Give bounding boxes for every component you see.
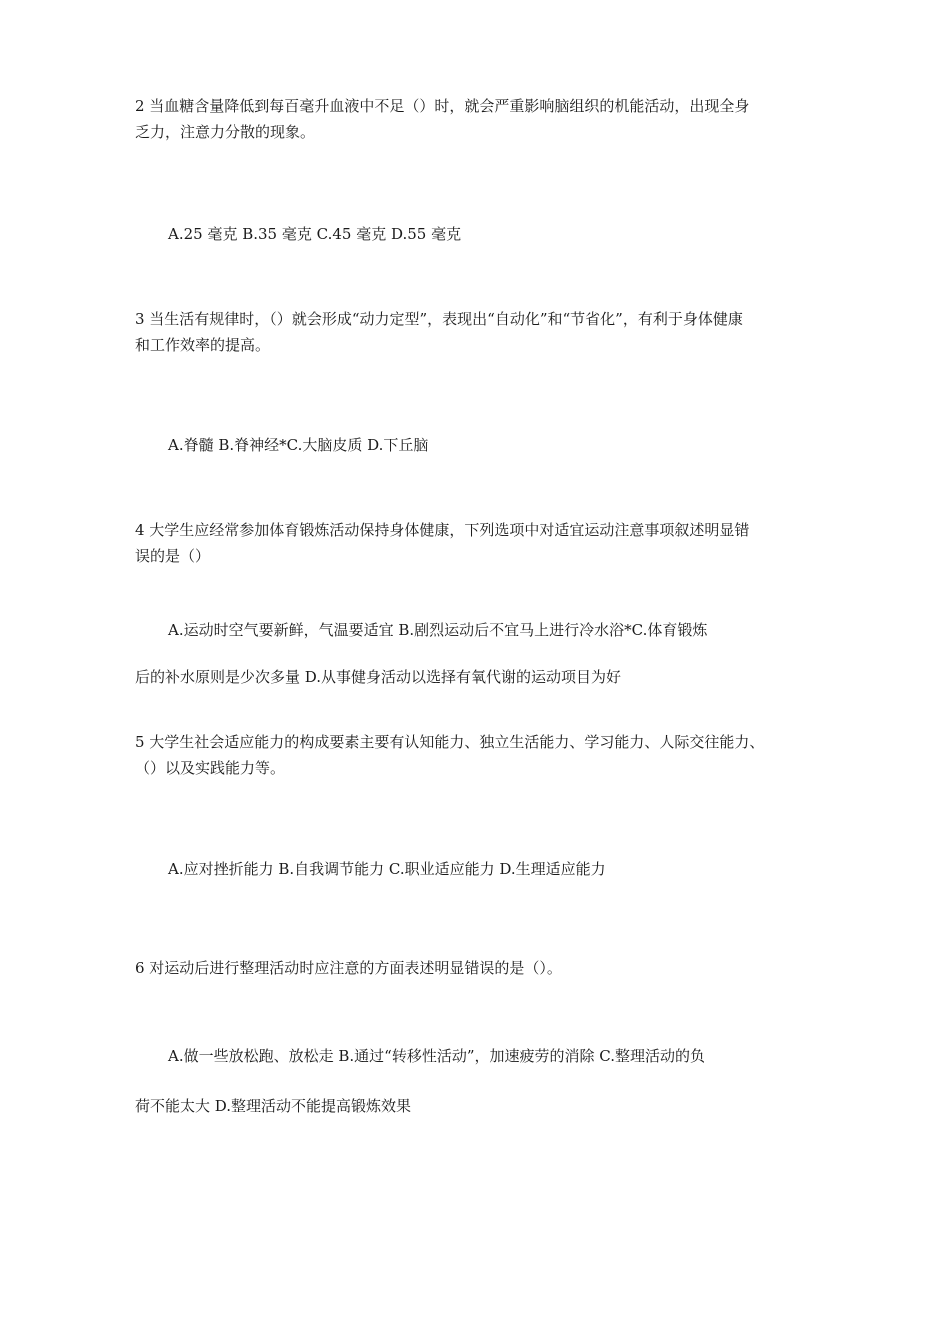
question-6-options-line-2: 荷不能太大 D.整理活动不能提高锻炼效果	[135, 1097, 412, 1115]
question-3-stem-line-2: 和工作效率的提高。	[135, 336, 271, 354]
question-5-stem-line-1: 5 大学生社会适应能力的构成要素主要有认知能力、独立生活能力、学习能力、人际交往能力、	[135, 733, 765, 751]
question-3-options: A.脊髓 B.脊神经*C.大脑皮质 D.下丘脑	[168, 436, 429, 454]
question-5-options: A.应对挫折能力 B.自我调节能力 C.职业适应能力 D.生理适应能力	[168, 860, 606, 878]
question-4-stem-line-1: 4 大学生应经常参加体育锻炼活动保持身体健康，下列选项中对适宜运动注意事项叙述明显错	[135, 521, 750, 539]
question-5-stem-line-2: （）以及实践能力等。	[135, 759, 286, 777]
question-6-options-line-1: A.做一些放松跑、放松走 B.通过“转移性活动”，加速疲劳的消除 C.整理活动的负	[168, 1047, 705, 1065]
question-4-stem-line-2: 误的是（）	[135, 547, 211, 565]
question-2-stem-line-1: 2 当血糖含量降低到每百毫升血液中不足（）时，就会严重影响脑组织的机能活动，出现全身	[135, 97, 750, 115]
question-4-options-line-1: A.运动时空气要新鲜，气温要适宜 B.剧烈运动后不宜马上进行冷水浴*C.体育锻炼	[168, 621, 708, 639]
question-6-stem: 6 对运动后进行整理活动时应注意的方面表述明显错误的是（）。	[135, 959, 562, 977]
question-2-options: A.25 毫克 B.35 毫克 C.45 毫克 D.55 毫克	[168, 225, 462, 243]
question-3-stem-line-1: 3 当生活有规律时，（）就会形成“动力定型”，表现出“自动化”和“节省化”，有利于身体健康	[135, 310, 743, 328]
question-2-stem-line-2: 乏力，注意力分散的现象。	[135, 123, 316, 141]
question-4-options-line-2: 后的补水原则是少次多量 D.从事健身活动以选择有氧代谢的运动项目为好	[135, 668, 622, 686]
